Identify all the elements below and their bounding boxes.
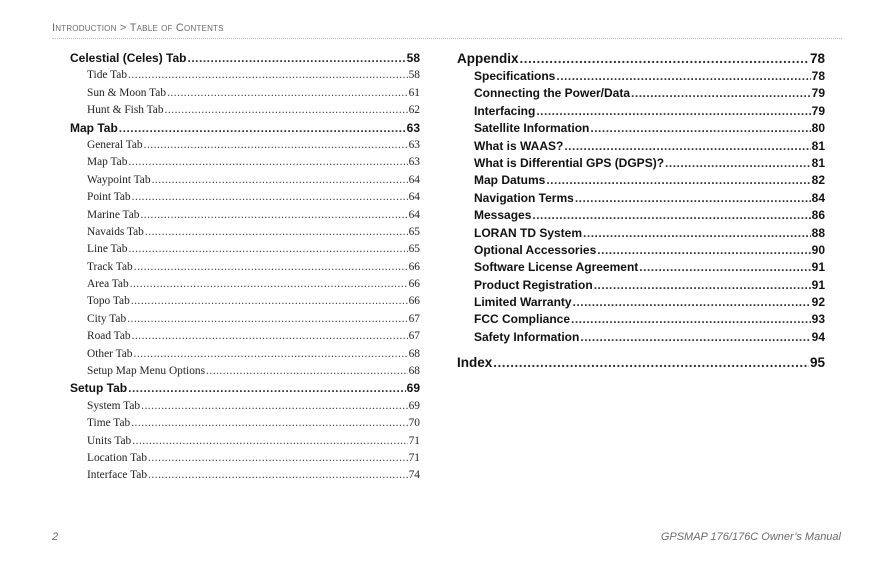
toc-entry[interactable] [70, 241, 420, 258]
toc-entry-label[interactable]: Limited Warranty [474, 295, 572, 310]
toc-entry[interactable] [457, 259, 825, 276]
toc-entry-label[interactable]: Track Tab [87, 260, 133, 273]
toc-entry-label[interactable]: Messages [474, 208, 532, 223]
toc-entry-page[interactable]: 64 [408, 208, 420, 221]
toc-entry-label[interactable]: City Tab [87, 312, 127, 325]
dot-leader [493, 354, 809, 372]
dot-leader [132, 328, 408, 345]
dot-leader [119, 120, 406, 137]
toc-entry-page[interactable]: 79 [811, 86, 825, 101]
toc-entry-label[interactable]: Map Tab [70, 120, 118, 135]
toc-entry-label[interactable]: Waypoint Tab [87, 173, 151, 186]
dot-leader [128, 67, 408, 84]
toc-entry-page[interactable]: 91 [811, 260, 825, 275]
dot-leader [128, 154, 407, 171]
toc-entry[interactable] [70, 85, 420, 102]
breadcrumb-section[interactable]: Introduction [52, 22, 117, 34]
dot-leader [564, 138, 810, 155]
toc-entry-label[interactable]: Topo Tab [87, 295, 130, 308]
dot-leader [575, 190, 811, 207]
dot-leader [597, 242, 810, 259]
toc-entry[interactable] [70, 67, 420, 84]
toc-entry-page[interactable]: 92 [811, 295, 825, 310]
toc-entry[interactable] [70, 433, 420, 450]
toc-entry[interactable] [70, 328, 420, 345]
toc-entry[interactable] [70, 259, 420, 276]
toc-entry[interactable] [70, 172, 420, 189]
toc-entry-page[interactable]: 68 [408, 347, 420, 360]
toc-entry-page[interactable]: 67 [408, 330, 420, 343]
toc-entry[interactable] [70, 415, 420, 432]
dot-leader [128, 241, 407, 258]
toc-entry-page[interactable]: 78 [809, 51, 825, 66]
dot-leader [590, 120, 810, 137]
toc-entry-page[interactable]: 84 [811, 190, 825, 205]
toc-entry-page[interactable]: 64 [408, 173, 420, 186]
dot-leader [556, 68, 810, 85]
toc-entry-page[interactable]: 67 [408, 312, 420, 325]
manual-title: GPSMAP 176/176C Owner’s Manual [660, 531, 841, 543]
breadcrumb-separator: > [119, 22, 127, 34]
toc-entry-label[interactable]: LORAN TD System [474, 225, 583, 240]
toc-entry-label[interactable]: Area Tab [87, 278, 129, 291]
breadcrumb-current: Table of Contents [129, 22, 224, 34]
toc-entry-label[interactable]: Satellite Information [474, 121, 590, 136]
toc-entry-page[interactable]: 74 [408, 469, 420, 482]
toc-entry-label[interactable]: Hunt & Fish Tab [87, 104, 164, 117]
toc-entry-label[interactable]: System Tab [87, 399, 141, 412]
toc-entry-page[interactable]: 94 [811, 329, 825, 344]
toc-entry-page[interactable]: 58 [408, 69, 420, 82]
toc-entry[interactable] [457, 85, 825, 102]
toc-entry-page[interactable]: 88 [811, 225, 825, 240]
toc-entry-label[interactable]: General Tab [87, 138, 143, 151]
toc-entry-page[interactable]: 91 [811, 277, 825, 292]
toc-entry-label[interactable]: Point Tab [87, 191, 131, 204]
toc-entry[interactable] [70, 363, 420, 380]
dot-leader [536, 103, 810, 120]
toc-entry[interactable] [457, 242, 825, 259]
toc-entry-label[interactable]: Marine Tab [87, 208, 140, 221]
toc-entry[interactable] [457, 155, 825, 172]
toc-entry-label[interactable]: Product Registration [474, 277, 593, 292]
dot-leader [152, 172, 408, 189]
toc-entry-page[interactable]: 86 [811, 208, 825, 223]
toc-spacer [457, 346, 825, 354]
toc-entry[interactable] [70, 154, 420, 171]
toc-entry-page[interactable]: 65 [408, 225, 420, 238]
toc-entry-label[interactable]: Interface Tab [87, 469, 148, 482]
toc-entry[interactable] [70, 346, 420, 363]
dot-leader [631, 85, 811, 102]
toc-entry-label[interactable]: Units Tab [87, 434, 132, 447]
dot-leader [520, 50, 809, 68]
toc-entry-label[interactable]: Sun & Moon Tab [87, 86, 167, 99]
toc-entry-label[interactable]: Setup Map Menu Options [87, 365, 206, 378]
toc-entry-label[interactable]: What is Differential GPS (DGPS)? [474, 155, 665, 170]
dot-leader [145, 224, 408, 241]
dot-leader [140, 207, 407, 224]
toc-entry-page[interactable]: 63 [406, 120, 420, 135]
toc-entry-page[interactable]: 79 [811, 103, 825, 118]
toc-entry[interactable] [457, 354, 825, 372]
toc-entry-label[interactable]: Map Tab [87, 156, 128, 169]
toc-entry-label[interactable]: Time Tab [87, 417, 131, 430]
toc-entry-page[interactable]: 90 [811, 242, 825, 257]
toc-entry-label[interactable]: Celestial (Celes) Tab [70, 51, 187, 65]
toc-entry-page[interactable]: 65 [408, 243, 420, 256]
toc-entry-page[interactable]: 68 [408, 365, 420, 378]
toc-entry[interactable] [70, 120, 420, 137]
toc-entry-page[interactable]: 62 [408, 104, 420, 117]
toc-entry[interactable] [70, 450, 420, 467]
dot-leader [132, 189, 408, 206]
toc-entry-label[interactable]: Map Datums [474, 173, 546, 188]
toc-entry-page[interactable]: 81 [811, 138, 825, 153]
toc-entry-label[interactable]: Connecting the Power/Data [474, 86, 631, 101]
toc-entry-page[interactable]: 82 [811, 173, 825, 188]
dot-leader [131, 415, 407, 432]
toc-entry[interactable] [457, 138, 825, 155]
dot-leader [128, 380, 406, 397]
toc-entry-label[interactable]: Tide Tab [87, 69, 128, 82]
dot-leader [665, 155, 811, 172]
toc-entry[interactable] [457, 294, 825, 311]
breadcrumb [52, 22, 842, 39]
toc-entry[interactable] [457, 103, 825, 120]
toc-entry-label[interactable]: Index [457, 355, 493, 371]
dot-leader [148, 467, 408, 484]
toc-entry-label[interactable]: FCC Compliance [474, 312, 571, 327]
toc-entry-page[interactable]: 93 [811, 312, 825, 327]
toc-entry[interactable] [70, 137, 420, 154]
dot-leader [130, 276, 408, 293]
toc-entry[interactable] [70, 207, 420, 224]
toc-entry-label[interactable]: Software License Agreement [474, 260, 639, 275]
toc-entry[interactable] [70, 189, 420, 206]
toc-entry[interactable] [70, 311, 420, 328]
toc-entry-label[interactable]: Optional Accessories [474, 242, 597, 257]
dot-leader [583, 225, 811, 242]
dot-leader [127, 311, 407, 328]
toc-entry-label[interactable]: Navaids Tab [87, 225, 144, 238]
toc-entry[interactable] [70, 467, 420, 484]
toc-entry-page[interactable]: 63 [408, 156, 420, 169]
dot-leader [206, 363, 408, 380]
toc-entry[interactable] [457, 172, 825, 189]
toc-entry-page[interactable]: 69 [408, 399, 420, 412]
dot-leader [144, 137, 408, 154]
dot-leader [573, 294, 811, 311]
toc-entry-page[interactable]: 58 [406, 51, 420, 65]
toc-entry[interactable] [70, 224, 420, 241]
toc-entry[interactable] [70, 102, 420, 119]
dot-leader [580, 329, 810, 346]
dot-leader [546, 172, 810, 189]
toc-entry[interactable] [70, 50, 420, 67]
dot-leader [594, 277, 811, 294]
toc-entry-page[interactable]: 64 [408, 191, 420, 204]
toc-entry[interactable] [70, 293, 420, 310]
toc-entry[interactable] [457, 207, 825, 224]
toc-entry-label[interactable]: Line Tab [87, 243, 128, 256]
dot-leader [131, 293, 408, 310]
toc-entry-label[interactable]: Other Tab [87, 347, 133, 360]
toc-entry-page[interactable]: 71 [408, 451, 420, 464]
toc-entry-page[interactable]: 71 [408, 434, 420, 447]
toc-entry-page[interactable]: 81 [811, 155, 825, 170]
toc-entry-page[interactable]: 95 [809, 355, 825, 371]
dot-leader [141, 398, 408, 415]
dot-leader [148, 450, 408, 467]
toc-entry-page[interactable]: 80 [811, 121, 825, 136]
dot-leader [571, 311, 811, 328]
toc-entry-page[interactable]: 69 [406, 381, 420, 396]
toc-entry-label[interactable]: Setup Tab [70, 381, 128, 396]
toc-entry-page[interactable]: 78 [811, 69, 825, 83]
toc-entry[interactable] [457, 225, 825, 242]
dot-leader [134, 346, 408, 363]
toc-entry[interactable] [457, 329, 825, 346]
toc-entry-label[interactable]: Road Tab [87, 330, 131, 343]
toc-entry-page[interactable]: 70 [408, 417, 420, 430]
toc-entry[interactable] [457, 277, 825, 294]
toc-entry-page[interactable]: 66 [408, 278, 420, 291]
dot-leader [187, 50, 405, 67]
toc-entry[interactable] [70, 380, 420, 397]
toc-entry[interactable] [457, 68, 825, 85]
toc-entry-label[interactable]: What is WAAS? [474, 138, 564, 153]
toc-left-column [70, 50, 420, 485]
toc-entry-page[interactable]: 63 [408, 138, 420, 151]
dot-leader [132, 433, 407, 450]
toc-entry-label[interactable]: Navigation Terms [474, 190, 574, 205]
toc-entry[interactable] [457, 50, 825, 68]
toc-entry[interactable] [70, 398, 420, 415]
toc-entry-label[interactable]: Specifications [474, 69, 556, 83]
dot-leader [532, 207, 810, 224]
dot-leader [134, 259, 408, 276]
toc-entry-label[interactable]: Interfacing [474, 103, 536, 118]
dot-leader [167, 85, 408, 102]
dot-leader [639, 259, 810, 276]
toc-entry[interactable] [457, 190, 825, 207]
toc-entry-label[interactable]: Safety Information [474, 329, 580, 344]
toc-entry[interactable] [70, 276, 420, 293]
toc-right-column [457, 50, 825, 372]
toc-entry-page[interactable]: 61 [408, 86, 420, 99]
toc-entry-page[interactable]: 66 [408, 295, 420, 308]
toc-entry[interactable] [457, 120, 825, 137]
toc-entry-label[interactable]: Appendix [457, 51, 519, 66]
dot-leader [165, 102, 408, 119]
toc-entry[interactable] [457, 311, 825, 328]
toc-entry-label[interactable]: Location Tab [87, 451, 148, 464]
toc-entry-page[interactable]: 66 [408, 260, 420, 273]
page-number: 2 [52, 531, 59, 543]
